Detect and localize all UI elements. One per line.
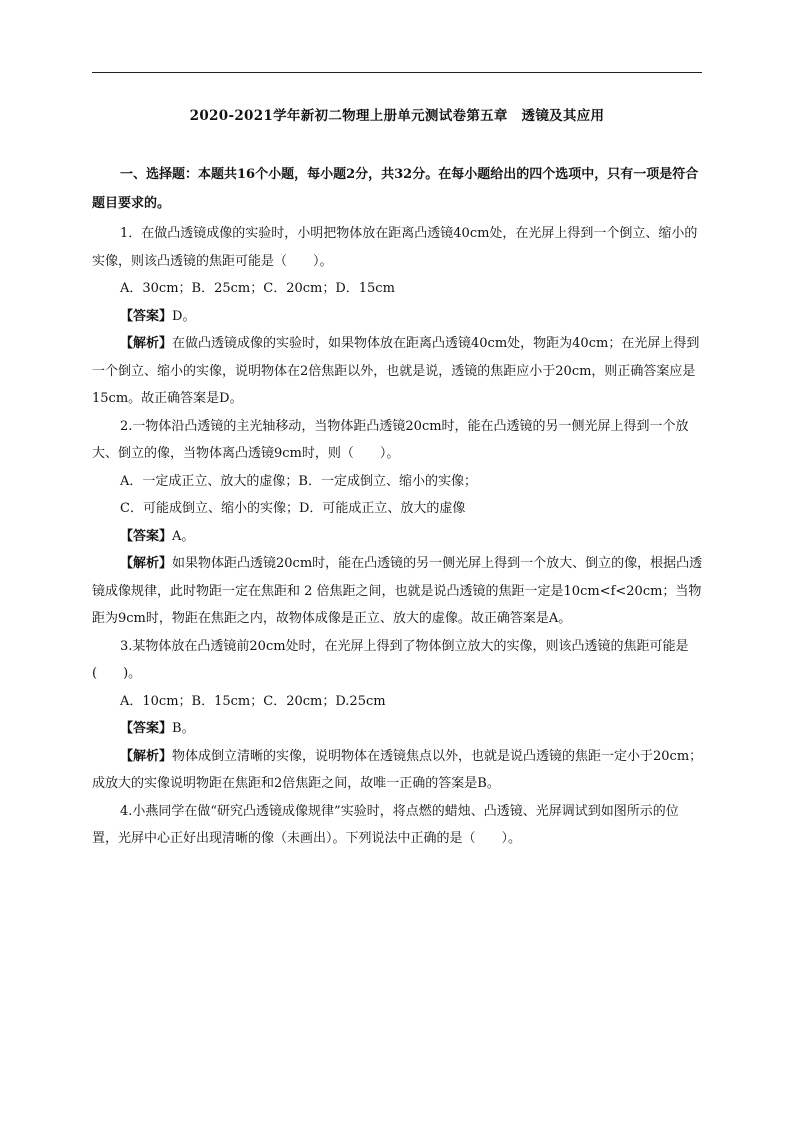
question-2-stem: 2.一物体沿凸透镜的主光轴移动，当物体距凸透镜20cm时，能在凸透镜的另一侧光屏上得到一个放大、倒立的像，当物体离凸透镜9cm时，则（ ）。 <box>92 418 689 461</box>
question-1-stem: 1．在做凸透镜成像的实验时，小明把物体放在距离凸透镜40cm处，在光屏上得到一个倒立、缩小的实像，则该凸透镜的焦距可能是（ ）。 <box>92 226 698 269</box>
question-2-options-line-2: C．可能成倒立、缩小的实像；D．可能成正立、放大的虚像 <box>120 501 466 516</box>
analysis-tag: 【解析】 <box>120 748 173 764</box>
question-2-answer <box>92 523 704 551</box>
question-2-options-line-1: A．一定成正立、放大的虚像；B．一定成倒立、缩小的实像； <box>120 473 477 489</box>
question-1-options: A．30cm；B．25cm；C．20cm；D．15cm <box>120 281 395 296</box>
question-4-stem: 4.小燕同学在做“研究凸透镜成像规律”实验时，将点燃的蜡烛、凸透镜、光屏调试到如图所示的位置，光屏中心正好出现清晰的像（未画出）。下列说法中正确的是（ ）。 <box>92 803 679 846</box>
analysis-tag: 【解析】 <box>120 556 173 571</box>
analysis-text: 在做凸透镜成像的实验时，如果物体放在距离凸透镜40cm处，物距为40cm；在光屏上得到一个倒立、缩小的实像，说明物体在2倍焦距以外，也就是说，透镜的焦距应小于20cm，则正确答案应是15cm。故正确答案是D。 <box>92 336 700 406</box>
answer-value: B。 <box>172 721 195 736</box>
section-heading: 一、选择题：本题共16个小题，每小题2分，共32分。在每小题给出的四个选项中，只有一项是符合题目要求的。 <box>92 167 699 211</box>
answer-value: A。 <box>172 528 195 544</box>
question-2-analysis <box>92 550 704 633</box>
exam-content <box>92 160 704 853</box>
answer-tag: 【答案】 <box>120 528 173 544</box>
analysis-text: 如果物体距凸透镜20cm时，能在凸透镜的另一侧光屏上得到一个放大、倒立的像，根据凸透镜成像规律，此时物距一定在焦距和 2 倍焦距之间，也就是说凸透镜的焦距一定是10cm<f<20cm；当物距为9cm时，物距在焦距之内，故物体成像是正立、放大的虚像。故正确答案是A。 <box>92 556 703 626</box>
answer-value: D。 <box>172 308 196 324</box>
question-3-stem: 3.某物体放在凸透镜前20cm处时，在光屏上得到了物体倒立放大的实像，则该凸透镜的焦距可能是( )。 <box>92 638 689 681</box>
header-rule <box>92 72 702 73</box>
question-3-options: A．10cm；B．15cm；C．20cm；D.25cm <box>120 693 386 709</box>
question-3-analysis <box>92 743 704 798</box>
answer-tag: 【答案】 <box>120 308 173 324</box>
question-3-answer <box>92 715 704 743</box>
page-title: 2020-2021学年新初二物理上册单元测试卷第五章 透镜及其应用 <box>189 108 605 124</box>
question-1-answer <box>92 303 704 331</box>
question-1-analysis <box>92 330 704 413</box>
analysis-tag: 【解析】 <box>120 336 173 351</box>
answer-tag: 【答案】 <box>120 721 173 736</box>
analysis-text: 物体成倒立清晰的实像，说明物体在透镜焦点以外，也就是说凸透镜的焦距一定小于20cm；成放大的实像说明物距在焦距和2倍焦距之间，故唯一正确的答案是B。 <box>92 748 703 791</box>
